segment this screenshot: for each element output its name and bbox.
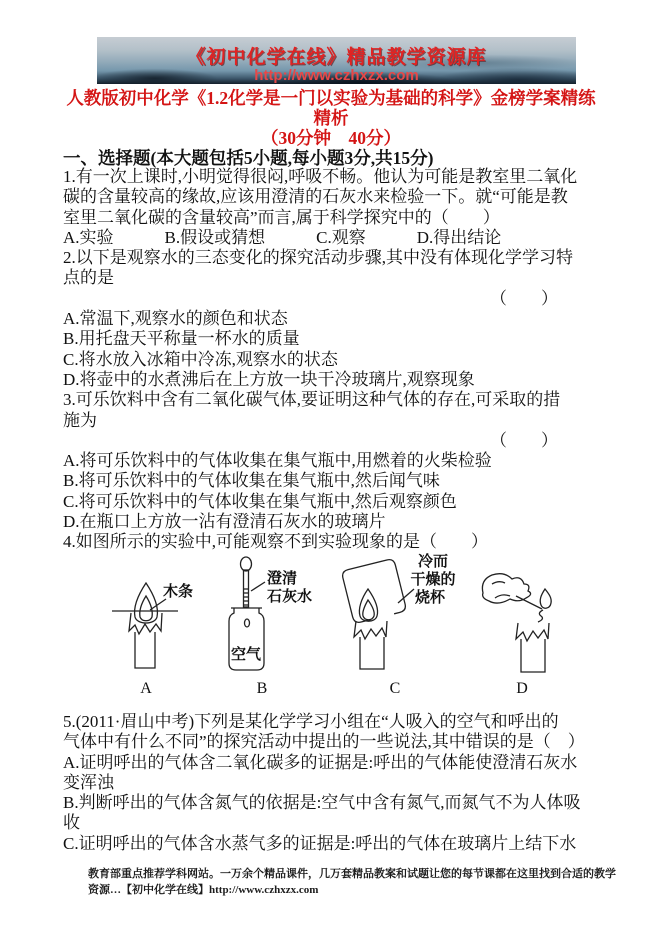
beaker-label-line1: 冷而 xyxy=(417,554,449,570)
question-2-answer-bracket: （ ） xyxy=(490,288,558,308)
candle-body-a xyxy=(135,632,155,668)
text-line: B.判断呼出的气体含氮气的依据是:空气中含有氮气,而氮气不为人体吸 xyxy=(63,793,581,813)
question-2-options xyxy=(63,309,598,390)
figure-caption-d: D xyxy=(516,680,528,697)
section-heading: 一、选择题(本大题包括5小题,每小题3分,共15分) xyxy=(63,148,434,168)
question-3-options xyxy=(63,451,598,532)
candle-flame-inner-c xyxy=(363,600,375,620)
candle-flame-inner xyxy=(140,596,153,621)
candle-wax-drips-d xyxy=(516,623,549,641)
question-2 xyxy=(63,248,598,289)
air-label: 空气 xyxy=(230,647,262,663)
experiment-c-beaker-over-candle xyxy=(341,553,455,697)
candle-wax-drips-c xyxy=(354,621,387,639)
text-line: 2.以下是观察水的三态变化的探究活动步骤,其中没有体现化学学习特 xyxy=(63,248,573,268)
limewater-drop xyxy=(245,619,250,627)
text-line: A.证明呼出的气体含二氧化碳多的证据是:呼出的气体能使澄清石灰水 xyxy=(63,752,578,772)
text-line: C.将水放入冰箱中冷冻,观察水的状态 xyxy=(63,349,338,369)
text-line: D.在瓶口上方放一沾有澄清石灰水的玻璃片 xyxy=(63,512,386,532)
dropper-bulb xyxy=(241,557,252,571)
text-line: 气体中有什么不同”的探究活动中提出的一些说法,其中错误的是（ ） xyxy=(63,732,585,752)
limewater-label-line2: 石灰水 xyxy=(267,589,313,605)
experiment-b-dropper-air-bottle xyxy=(229,557,312,697)
text-line: 施为 xyxy=(63,410,97,430)
question-3-answer-bracket: （ ） xyxy=(490,430,558,450)
beaker-label-line3: 烧杯 xyxy=(414,590,446,606)
text-line: 1.有一次上课时,小明觉得很闷,呼吸不畅。他认为可能是教室里二氧化 xyxy=(63,167,578,186)
text-line: D.将壶中的水煮沸后在上方放一块干冷玻璃片,观察现象 xyxy=(63,369,475,389)
smoke-wisp xyxy=(538,610,543,622)
match-flame xyxy=(540,589,551,608)
question-4-figure xyxy=(0,553,662,703)
text-line: A.常温下,观察水的颜色和状态 xyxy=(63,309,288,329)
document-title-line2: 精析 xyxy=(313,108,349,128)
text-line: 碳的含量较高的缘故,应该用澄清的石灰水来检验一下。就“可能是教 xyxy=(63,187,568,207)
question-3 xyxy=(63,390,598,431)
question-1 xyxy=(63,167,598,228)
text-line: B.将可乐饮料中的气体收集在集气瓶中,然后闻气味 xyxy=(63,471,440,491)
text-line: C.将可乐饮料中的气体收集在集气瓶中,然后观察颜色 xyxy=(63,491,457,511)
document-title xyxy=(0,88,662,148)
candle-body-c xyxy=(360,637,384,669)
candle-flame-outer-c xyxy=(359,589,377,621)
candle-flame-outer xyxy=(135,583,158,623)
beaker-label-line2: 干燥的 xyxy=(410,572,456,588)
banner-title: 《初中化学在线》精品教学资源库 xyxy=(186,47,487,68)
hand xyxy=(482,574,530,603)
text-line: 5.(2011·眉山中考)下列是某化学学习小组在“人吸入的空气和呼出的 xyxy=(63,712,559,731)
figure-caption-a: A xyxy=(140,680,152,697)
experiment-d-hand-match-candle xyxy=(482,574,551,697)
wood-strip-pointer-line xyxy=(150,599,166,610)
text-line: B.用托盘天平称量一杯水的质量 xyxy=(63,329,300,349)
time-score: （30分钟 40分） xyxy=(261,128,401,148)
limewater-pointer-line xyxy=(251,582,265,591)
text-line: 点的是 xyxy=(63,268,114,288)
text-line: 变浑浊 xyxy=(63,772,114,792)
question-5 xyxy=(63,712,598,753)
hand-finger-line xyxy=(495,595,510,598)
questions-block-2 xyxy=(63,712,598,854)
site-banner xyxy=(97,37,576,84)
footer-note xyxy=(88,867,616,898)
document-title-line1: 人教版初中化学《1.2化学是一门以实验为基础的科学》金榜学案精练 xyxy=(66,88,596,108)
text-line: 教育部重点推荐学科网站。一万余个精品课件，几万套精品教案和试题让您的每节课都在这里找到合适的教学 xyxy=(88,868,616,880)
figure-caption-c: C xyxy=(389,680,401,697)
text-line: 3.可乐饮料中含有二氧化碳气体,要证明这种气体的存在,可采取的措 xyxy=(63,390,561,410)
text-line: A.将可乐饮料中的气体收集在集气瓶中,用燃着的火柴检验 xyxy=(63,451,492,471)
limewater-label-line1: 澄清 xyxy=(267,571,298,587)
beaker-pointer-line xyxy=(398,589,414,603)
text-line: C.证明呼出的气体含水蒸气多的证据是:呼出的气体在玻璃片上结下水 xyxy=(63,833,577,853)
question-5-options xyxy=(63,753,598,854)
text-line: 收 xyxy=(63,813,80,833)
question-1-options: A.实验 B.假设或猜想 C.观察 D.得出结论 xyxy=(63,227,502,247)
hand-finger-line xyxy=(492,582,505,584)
text-line: 室里二氧化碳的含量较高”而言,属于科学探究中的（ ） xyxy=(63,207,500,227)
wood-strip-label: 木条 xyxy=(163,584,194,600)
figure-caption-b: B xyxy=(256,680,268,697)
banner-url-link[interactable]: http://www.czhxzx.com xyxy=(254,67,419,84)
question-4: 4.如图所示的实验中,可能观察不到实验现象的是（ ） xyxy=(63,532,488,552)
questions-block-1 xyxy=(63,167,598,553)
candle-body-d xyxy=(521,639,545,672)
experiment-a-candle-wood-strip xyxy=(112,582,193,697)
match-stick xyxy=(516,596,542,609)
text-line: 资源…【初中化学在线】http://www.czhxzx.com xyxy=(88,883,319,896)
